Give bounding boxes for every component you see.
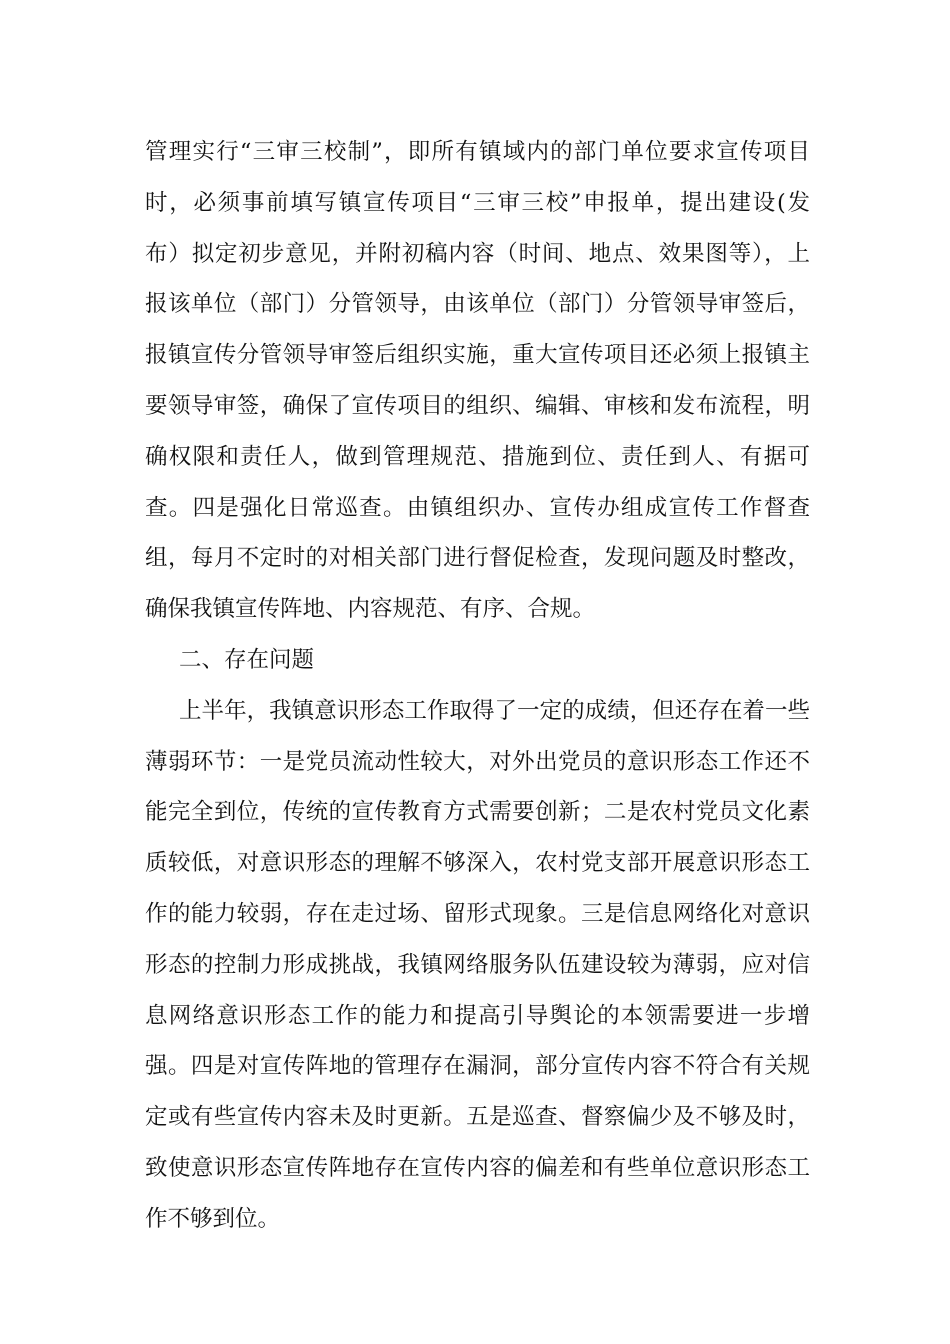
text-line: 管理实行“三审三校制”，即所有镇域内的部门单位要求宣传项目 [145,139,810,165]
text-line: 强。四是对宣传阵地的管理存在漏洞，部分宣传内容不符合有关规 [145,1053,810,1080]
text-line: 形态的控制力形成挑战，我镇网络服务队伍建设较为薄弱，应对信 [145,951,810,978]
text-line: 上半年，我镇意识形态工作取得了一定的成绩，但还存在着一些 [179,697,810,724]
text-line: 致使意识形态宣传阵地存在宣传内容的偏差和有些单位意识形态工 [145,1154,810,1181]
section-heading: 二、存在问题 [179,646,315,673]
text-line: 息网络意识形态工作的能力和提高引导舆论的本领需要进一步增 [145,1002,810,1029]
text-line: 确权限和责任人，做到管理规范、措施到位、责任到人、有据可 [145,443,810,470]
text-line: 能完全到位，传统的宣传教育方式需要创新；二是农村党员文化素 [145,799,810,826]
text-line: 质较低，对意识形态的理解不够深入，农村党支部开展意识形态工 [145,850,810,877]
text-line: 报镇宣传分管领导审签后组织实施，重大宣传项目还必须上报镇主 [145,342,810,369]
text-line: 薄弱环节：一是党员流动性较大，对外出党员的意识形态工作还不 [145,748,810,775]
text-line: 组，每月不定时的对相关部门进行督促检查，发现问题及时整改， [145,545,810,572]
text-line: 时，必须事前填写镇宣传项目“三审三校”申报单，提出建设(发 [145,189,810,216]
text-line: 查。四是强化日常巡查。由镇组织办、宣传办组成宣传工作督查 [145,494,810,521]
text-line: 定或有些宣传内容未及时更新。五是巡查、督察偏少及不够及时， [145,1104,810,1131]
text-line: 布）拟定初步意见，并附初稿内容（时间、地点、效果图等），上 [145,240,810,267]
text-line: 确保我镇宣传阵地、内容规范、有序、合规。 [145,596,596,623]
text-line: 要领导审签，确保了宣传项目的组织、编辑、审核和发布流程，明 [145,392,810,419]
text-line: 报该单位（部门）分管领导，由该单位（部门）分管领导审签后， [145,291,810,318]
document-body [145,127,810,1245]
text-line: 作的能力较弱，存在走过场、留形式现象。三是信息网络化对意识 [145,900,810,927]
text-line: 作不够到位。 [145,1205,281,1232]
